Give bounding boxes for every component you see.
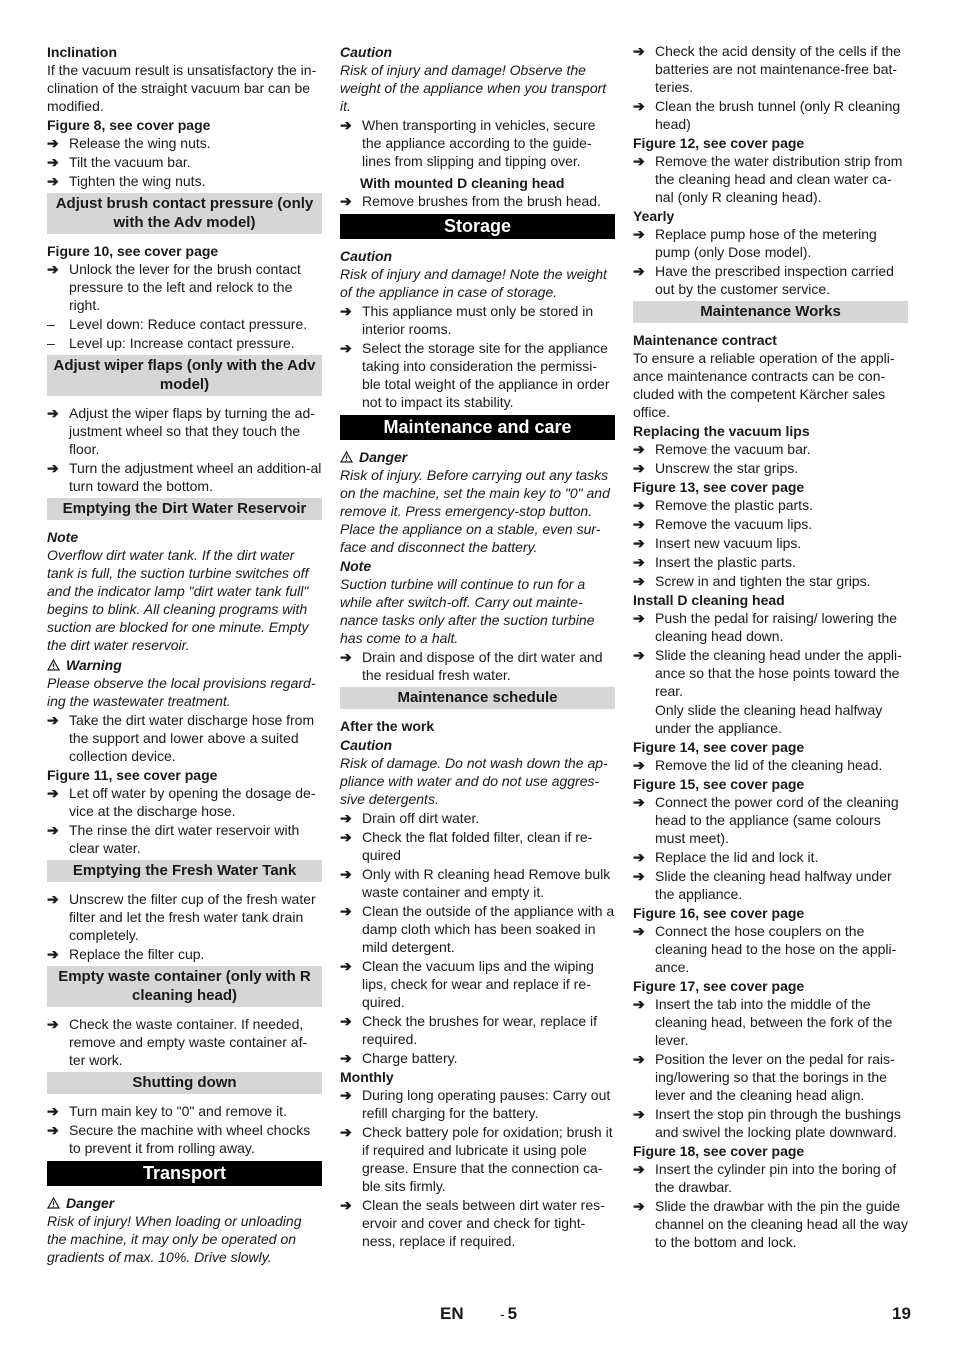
section-heading: Adjust brush contact pressure (only with the Adv model)	[47, 193, 322, 234]
danger-label: Danger	[340, 448, 615, 466]
step-item: ➔ Turn main key to "0" and remove it.	[47, 1103, 287, 1119]
arrow-right-icon: ➔	[47, 405, 59, 421]
arrow-right-icon: ➔	[340, 1013, 352, 1029]
contract-text: To ensure a reliable operation of the appli-ance maintenance contracts can be con-cluded with the competent Kärcher sales office.	[633, 350, 895, 420]
arrow-right-icon: ➔	[340, 903, 352, 919]
arrow-right-icon: ➔	[340, 810, 352, 826]
arrow-right-icon: ➔	[47, 173, 59, 189]
dash-bullet: –	[47, 316, 55, 332]
step-item: ➔ Screw in and tighten the star grips.	[633, 573, 871, 589]
section-heading: Emptying the Fresh Water Tank	[47, 860, 322, 882]
dash-item: – Level up: Increase contact pressure.	[47, 335, 295, 351]
arrow-right-icon: ➔	[633, 554, 645, 570]
arrow-right-icon: ➔	[340, 1087, 352, 1103]
language-code: EN	[440, 1304, 464, 1323]
arrow-right-icon: ➔	[633, 226, 645, 242]
step-item: ➔ Remove the vacuum bar.	[633, 441, 811, 457]
step-item: ➔ During long operating pauses: Carry out refill charging for the battery.	[340, 1087, 611, 1121]
inclination-text: If the vacuum result is unsatisfactory the in-clination of the straight vacuum bar can be modified.	[47, 62, 317, 114]
section-heading: Emptying the Dirt Water Reservoir	[47, 498, 322, 520]
step-item: ➔ Slide the cleaning head under the appli-ance so that the hose points toward the rear.	[633, 647, 902, 699]
lips-title: Replacing the vacuum lips	[633, 423, 810, 439]
install-title: Install D cleaning head	[633, 592, 785, 608]
step-item: ➔ Check the waste container. If needed, remove and empty waste container af-ter work.	[47, 1016, 308, 1068]
caution-label: Caution	[340, 248, 393, 264]
step-item: ➔ Remove brushes from the brush head.	[340, 193, 601, 209]
arrow-right-icon: ➔	[340, 866, 352, 882]
step-item: ➔ Connect the hose couplers on the cleaning head to the hose on the appli-ance.	[633, 923, 897, 975]
arrow-right-icon: ➔	[47, 946, 59, 962]
column-middle	[340, 42, 615, 1251]
step-item: ➔ Release the wing nuts.	[47, 135, 211, 151]
caution-text: Risk of injury and damage! Observe the weight of the appliance when you transport it.	[340, 62, 607, 114]
figure-13-ref: Figure 13, see cover page	[633, 479, 805, 495]
arrow-right-icon: ➔	[633, 757, 645, 773]
step-item: ➔ Remove the plastic parts.	[633, 497, 813, 513]
arrow-right-icon: ➔	[633, 610, 645, 626]
page-number: 19	[892, 1304, 911, 1323]
step-item: ➔ The rinse the dirt water reservoir with clear water.	[47, 822, 300, 856]
step-item: ➔ Replace pump hose of the metering pump (only Dose model).	[633, 226, 877, 260]
step-item: ➔ Adjust the wiper flaps by turning the ad-justment wheel so that they touch the floor.	[47, 405, 315, 457]
step-item: ➔ Select the storage site for the appliance taking into consideration the permissi-ble total weight of the appliance in order not to impact its stability.	[340, 340, 610, 410]
step-item: ➔ Clean the outside of the appliance with a damp cloth which has been soaked in mild detergent.	[340, 903, 615, 955]
dash-item: – Level down: Reduce contact pressure.	[47, 316, 308, 332]
step-item: ➔ Replace the lid and lock it.	[633, 849, 819, 865]
arrow-right-icon: ➔	[47, 1122, 59, 1138]
step-item: ➔ Let off water by opening the dosage de-vice at the discharge hose.	[47, 785, 316, 819]
step-item: ➔ Slide the cleaning head halfway under the appliance.	[633, 868, 892, 902]
dash-bullet: –	[47, 335, 55, 351]
arrow-right-icon: ➔	[633, 460, 645, 476]
figure-17-ref: Figure 17, see cover page	[633, 978, 805, 994]
step-item: ➔ Unlock the lever for the brush contact pressure to the left and relock to the right.	[47, 261, 301, 313]
column-left	[47, 42, 322, 1267]
step-item: ➔ Turn the adjustment wheel an addition-al turn toward the bottom.	[47, 460, 322, 494]
step-item: ➔ When transporting in vehicles, secure the appliance according to the guide-lines from slipping and tipping over.	[340, 117, 596, 169]
figure-11-ref: Figure 11, see cover page	[47, 767, 218, 783]
step-item: ➔ Clean the seals between dirt water res-ervoir and cover and check for tight-ness, replace if required.	[340, 1197, 605, 1249]
step-item: ➔ Position the lever on the pedal for rais-ing/lowering so that the borings in the lever and the cleaning head align.	[633, 1051, 895, 1103]
arrow-right-icon: ➔	[340, 1197, 352, 1213]
monthly-title: Monthly	[340, 1069, 394, 1085]
warning-triangle-icon	[47, 659, 60, 671]
step-item: ➔ Only with R cleaning head Remove bulk waste container and empty it.	[340, 866, 611, 900]
caution-text: Risk of injury and damage! Note the weight of the appliance in case of storage.	[340, 266, 607, 300]
chapter-heading: Transport	[47, 1161, 322, 1186]
arrow-right-icon: ➔	[633, 497, 645, 513]
step-item: ➔ Remove the water distribution strip from the cleaning head and clean water ca-nal (only R cleaning head).	[633, 153, 903, 205]
note-label: Note	[47, 529, 79, 545]
arrow-right-icon: ➔	[633, 1161, 645, 1177]
after-work-title: After the work	[340, 718, 435, 734]
section-heading: Empty waste container (only with R cleaning head)	[47, 966, 322, 1007]
step-item: ➔ Drain and dispose of the dirt water and the residual fresh water.	[340, 649, 603, 683]
step-item: ➔ Clean the brush tunnel (only R cleaning head)	[633, 98, 901, 132]
step-item: ➔ Replace the filter cup.	[47, 946, 205, 962]
arrow-right-icon: ➔	[340, 1124, 352, 1140]
figure-14-ref: Figure 14, see cover page	[633, 739, 805, 755]
arrow-right-icon: ➔	[633, 441, 645, 457]
step-item: ➔ Check battery pole for oxidation; brush it if required and lubricate it using pole grease. Ensure that the connection ca-ble sits firmly.	[340, 1124, 613, 1194]
step-item: ➔ Push the pedal for raising/ lowering the cleaning head down.	[633, 610, 898, 644]
chapter-heading: Maintenance and care	[340, 415, 615, 440]
step-item: ➔ Insert new vacuum lips.	[633, 535, 802, 551]
danger-text: Risk of injury. Before carrying out any tasks on the machine, set the main key to "0" and remove it. Press emergency-stop button. Place the appliance on a stable, even sur-face and disconnect the battery.	[340, 467, 610, 555]
figure-10-ref: Figure 10, see cover page	[47, 243, 219, 259]
figure-12-ref: Figure 12, see cover page	[633, 135, 805, 151]
arrow-right-icon: ➔	[633, 263, 645, 279]
arrow-right-icon: ➔	[47, 1016, 59, 1032]
caution-label: Caution	[340, 737, 393, 753]
column-right	[633, 42, 908, 1252]
step-item: ➔ Tilt the vacuum bar.	[47, 154, 191, 170]
arrow-right-icon: ➔	[340, 1050, 352, 1066]
arrow-right-icon: ➔	[47, 261, 59, 277]
arrow-right-icon: ➔	[47, 712, 59, 728]
caution-text: Risk of damage. Do not wash down the ap-pliance with water and do not use aggres-sive detergents.	[340, 755, 608, 807]
arrow-right-icon: ➔	[633, 794, 645, 810]
arrow-right-icon: ➔	[47, 154, 59, 170]
danger-text: Risk of injury! When loading or unloading the machine, it may only be operated on gradients of max. 10%. Drive slowly.	[47, 1213, 302, 1265]
step-item: ➔ Drain off dirt water.	[340, 810, 480, 826]
arrow-right-icon: ➔	[47, 891, 59, 907]
subsection-heading: With mounted D cleaning head	[360, 175, 565, 191]
figure-16-ref: Figure 16, see cover page	[633, 905, 805, 921]
inclination-title: Inclination	[47, 44, 117, 60]
contract-title: Maintenance contract	[633, 332, 777, 348]
step-item: ➔ This appliance must only be stored in interior rooms.	[340, 303, 594, 337]
step-item: ➔ Have the prescribed inspection carried out by the customer service.	[633, 263, 894, 297]
caution-label: Caution	[340, 44, 393, 60]
arrow-right-icon: ➔	[633, 43, 645, 59]
step-item: ➔ Slide the drawbar with the pin the guide channel on the cleaning head all the way to the bottom and lock.	[633, 1198, 908, 1250]
section-heading: Maintenance schedule	[340, 687, 615, 709]
step-item: ➔ Charge battery.	[340, 1050, 458, 1066]
arrow-right-icon: ➔	[340, 193, 352, 209]
arrow-right-icon: ➔	[633, 153, 645, 169]
step-item: ➔ Insert the plastic parts.	[633, 554, 796, 570]
arrow-right-icon: ➔	[340, 117, 352, 133]
step-item: ➔ Clean the vacuum lips and the wiping lips, check for wear and replace if re-quired.	[340, 958, 594, 1010]
section-page-number: - 5	[500, 1304, 518, 1323]
step-item: ➔ Insert the cylinder pin into the boring of the drawbar.	[633, 1161, 897, 1195]
step-item: ➔ Remove the vacuum lips.	[633, 516, 813, 532]
arrow-right-icon: ➔	[340, 340, 352, 356]
step-item: ➔ Check the flat folded filter, clean if re-quired	[340, 829, 593, 863]
step-item: ➔ Remove the lid of the cleaning head.	[633, 757, 883, 773]
step-item: ➔ Check the brushes for wear, replace if required.	[340, 1013, 598, 1047]
step-item: ➔ Tighten the wing nuts.	[47, 173, 206, 189]
figure-8-ref: Figure 8, see cover page	[47, 117, 211, 133]
arrow-right-icon: ➔	[633, 1051, 645, 1067]
arrow-right-icon: ➔	[633, 849, 645, 865]
arrow-right-icon: ➔	[633, 868, 645, 884]
section-heading: Shutting down	[47, 1072, 322, 1094]
chapter-heading: Storage	[340, 214, 615, 239]
arrow-right-icon: ➔	[633, 923, 645, 939]
section-heading: Adjust wiper flaps (only with the Adv model)	[47, 355, 322, 396]
arrow-right-icon: ➔	[340, 649, 352, 665]
step-item: ➔ Check the acid density of the cells if the batteries are not maintenance-free bat-teries.	[633, 43, 901, 95]
arrow-right-icon: ➔	[340, 829, 352, 845]
step-item: ➔ Connect the power cord of the cleaning head to the appliance (same colours must meet).	[633, 794, 899, 846]
arrow-right-icon: ➔	[633, 516, 645, 532]
yearly-title: Yearly	[633, 208, 675, 224]
figure-18-ref: Figure 18, see cover page	[633, 1143, 805, 1159]
step-item: ➔ Unscrew the star grips.	[633, 460, 799, 476]
warning-triangle-icon	[47, 1197, 60, 1209]
arrow-right-icon: ➔	[633, 535, 645, 551]
warning-text: Please observe the local provisions regard-ing the wastewater treatment.	[47, 675, 316, 709]
section-heading: Maintenance Works	[633, 301, 908, 323]
install-note: Only slide the cleaning head halfway under the appliance.	[655, 702, 883, 736]
arrow-right-icon: ➔	[340, 958, 352, 974]
step-item: ➔ Insert the stop pin through the bushings and swivel the locking plate downward.	[633, 1106, 901, 1140]
step-item: ➔ Unscrew the filter cup of the fresh water filter and let the fresh water tank drain completely.	[47, 891, 316, 943]
arrow-right-icon: ➔	[47, 785, 59, 801]
step-item: ➔ Secure the machine with wheel chocks to prevent it from rolling away.	[47, 1122, 311, 1156]
arrow-right-icon: ➔	[47, 460, 59, 476]
arrow-right-icon: ➔	[47, 822, 59, 838]
arrow-right-icon: ➔	[633, 573, 645, 589]
arrow-right-icon: ➔	[47, 1103, 59, 1119]
arrow-right-icon: ➔	[633, 1106, 645, 1122]
note-label: Note	[340, 558, 372, 574]
arrow-right-icon: ➔	[340, 303, 352, 319]
figure-15-ref: Figure 15, see cover page	[633, 776, 805, 792]
step-item: ➔ Take the dirt water discharge hose from the support and lower above a suited collection device.	[47, 712, 315, 764]
warning-label: Warning	[47, 656, 322, 674]
arrow-right-icon: ➔	[633, 98, 645, 114]
note-text: Suction turbine will continue to run for a while after switch-off. Carry out mainte-nance tasks only after the suction turbine has come to a halt.	[340, 576, 595, 646]
arrow-right-icon: ➔	[633, 647, 645, 663]
warning-triangle-icon	[340, 451, 353, 463]
page-footer	[0, 1305, 954, 1329]
arrow-right-icon: ➔	[633, 996, 645, 1012]
arrow-right-icon: ➔	[633, 1198, 645, 1214]
note-text: Overflow dirt water tank. If the dirt water tank is full, the suction turbine switches off and the indicator lamp "dirt water tank full" begins to blink. All cleaning programs with suction are blocked for one minute. Empty the dirt water reservoir.	[47, 547, 309, 653]
arrow-right-icon: ➔	[47, 135, 59, 151]
danger-label: Danger	[47, 1194, 322, 1212]
step-item: ➔ Insert the tab into the middle of the cleaning head, between the fork of the lever.	[633, 996, 893, 1048]
